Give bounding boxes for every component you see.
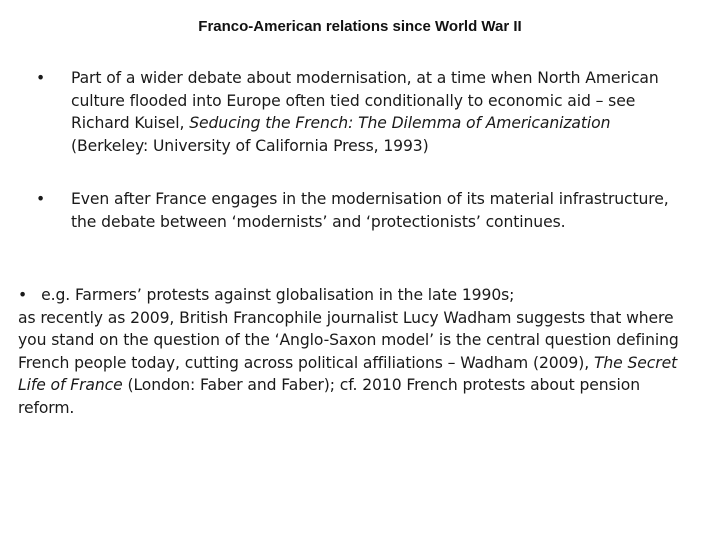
bullet-text: Even after France engages in the modernisation of its material infrastructure, the debate between ‘modernists’ and ‘protectionists’ continues. bbox=[71, 190, 669, 231]
bullet-text-part: Part of a wider debate about modernisation, at a time when North American culture flooded into Europe often tied conditionally to economic aid – see Richard Kuisel, bbox=[71, 69, 659, 132]
paragraph-text-part: as recently as 2009, British Francophile journalist Lucy Wadham suggests that where you stand on the question of the ‘Anglo-Saxon model’ is the central question defining French people today, cutting across political affiliations – Wadham (2009), bbox=[18, 308, 679, 372]
bullet-text-part: (Berkeley: University of California Press, 1993) bbox=[71, 136, 429, 155]
book-title: Seducing the French: The Dilemma of Americanization bbox=[189, 114, 611, 132]
bullet-first-line: e.g. Farmers’ protests against globalisation in the late 1990s; bbox=[41, 286, 515, 304]
slide-title: Franco-American relations since World War II bbox=[198, 18, 522, 35]
bullet-symbol: • bbox=[36, 69, 46, 87]
bullet-symbol: • bbox=[36, 190, 46, 208]
paragraph-text-part: (London: Faber and Faber); cf. 2010 French protests about pension reform. bbox=[18, 376, 641, 417]
bullet-point-farmers bbox=[18, 284, 698, 419]
book-title: The Secret Life of France bbox=[18, 353, 678, 394]
bullet-point-infrastructure bbox=[36, 188, 676, 233]
bullet-point-modernisation bbox=[36, 67, 676, 157]
bullet-symbol: • bbox=[18, 286, 28, 304]
bullet-text bbox=[36, 67, 676, 157]
